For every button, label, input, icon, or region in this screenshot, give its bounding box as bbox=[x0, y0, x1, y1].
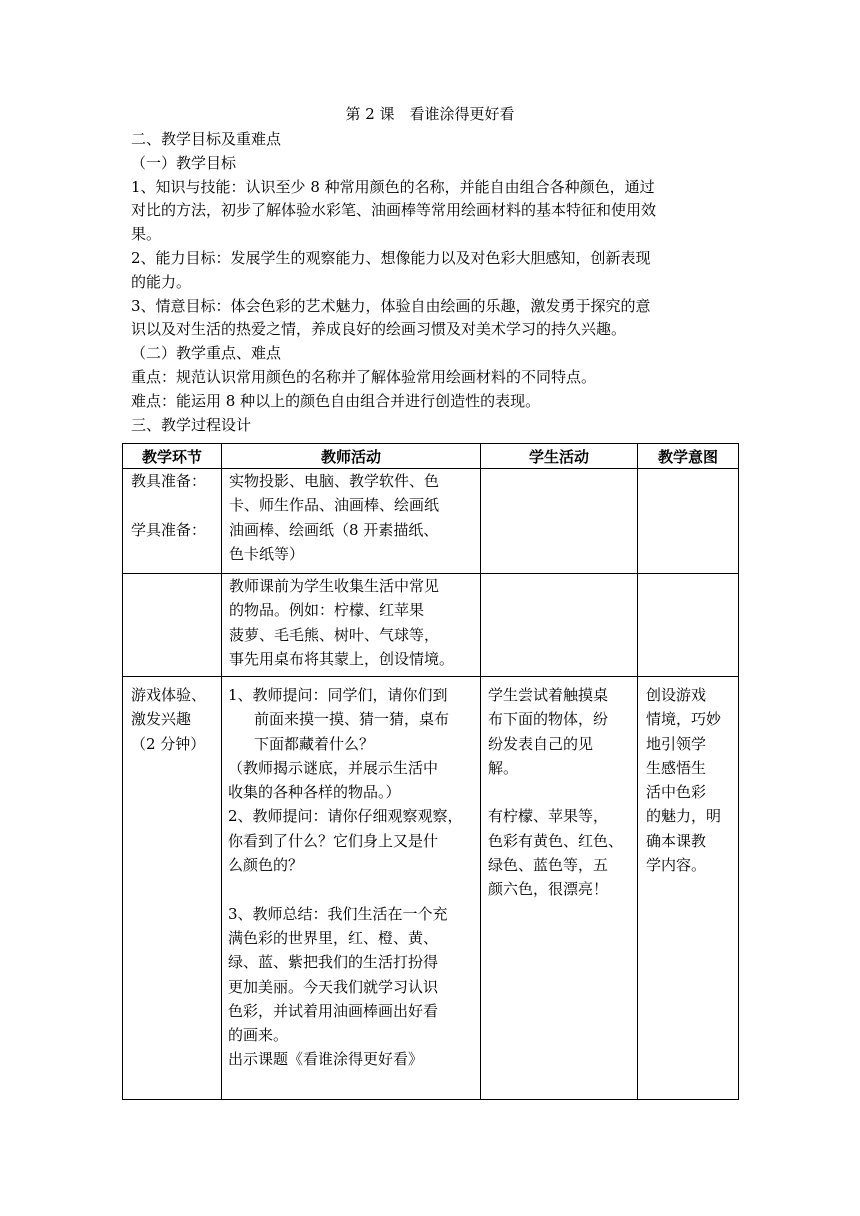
header-teacher-activity: 教师活动 bbox=[222, 444, 481, 469]
student-activity-cell bbox=[481, 677, 638, 1100]
stage-cell bbox=[123, 574, 222, 677]
header-intent: 教学意图 bbox=[638, 444, 739, 469]
text-line: （一）教学目标 bbox=[131, 153, 237, 172]
cell-line: 色彩有黄色、红色、 bbox=[488, 831, 624, 850]
cell-line: 的画来。 bbox=[228, 1026, 289, 1045]
text-line: 难点：能运用 8 种以上的颜色自由组合并进行创造性的表现。 bbox=[131, 391, 541, 410]
cell-line: 满色彩的世界里，红、橙、黄、 bbox=[228, 928, 439, 947]
cell-line: （教师揭示谜底，并展示生活中 bbox=[228, 758, 439, 777]
header-stage: 教学环节 bbox=[123, 444, 222, 469]
intent-cell bbox=[638, 677, 739, 1100]
cell-line: 绿、蓝、紫把我们的生活打扮得 bbox=[228, 953, 439, 972]
cell-line: 1、教师提问：同学们，请你们到 bbox=[228, 686, 448, 704]
cell-line: 收集的各种各样的物品。） bbox=[228, 783, 401, 802]
text-line: 2、能力目标：发展学生的观察能力、想像能力以及对色彩大胆感知，创新表现 bbox=[131, 248, 651, 267]
text-line: 二、教学目标及重难点 bbox=[131, 130, 282, 148]
header-student-activity: 学生活动 bbox=[481, 444, 638, 469]
cell-line: 确本课教 bbox=[646, 831, 707, 850]
cell-line: 教具准备： bbox=[131, 472, 207, 490]
cell-line: 前面来摸一摸、猜一猜，桌布 bbox=[254, 710, 450, 729]
intent-cell bbox=[638, 469, 739, 574]
text-line: 重点：规范认识常用颜色的名称并了解体验常用绘画材料的不同特点。 bbox=[131, 367, 597, 386]
cell-line: 色卡纸等） bbox=[229, 544, 305, 563]
student-activity-cell bbox=[481, 469, 638, 574]
text-line: 三、教学过程设计 bbox=[131, 415, 252, 434]
cell-line: 菠萝、毛毛熊、树叶、气球等， bbox=[229, 625, 440, 644]
cell-line: 活中色彩 bbox=[646, 783, 707, 802]
text-line: 3、情意目标：体会色彩的艺术魅力，体验自由绘画的乐趣，激发勇于探究的意 bbox=[131, 296, 651, 315]
cell-line: 颜六色，很漂亮！ bbox=[488, 880, 609, 899]
cell-line: 的物品。例如：柠檬、红苹果 bbox=[229, 601, 425, 620]
cell-line: 学具准备： bbox=[131, 520, 207, 539]
text-line: 1、知识与技能：认识至少 8 种常用颜色的名称，并能自由组合各种颜色，通过 bbox=[131, 177, 655, 196]
objectives-section bbox=[131, 128, 737, 437]
teacher-activity-cell bbox=[222, 574, 481, 677]
cell-line: 激发兴趣 bbox=[131, 710, 192, 729]
text-line: 对比的方法，初步了解体验水彩笔、油画棒等常用绘画材料的基本特征和使用效 bbox=[131, 201, 657, 220]
cell-line: 解。 bbox=[488, 758, 519, 777]
cell-line: 创设游戏 bbox=[646, 686, 707, 704]
cell-line: 纷发表自己的见 bbox=[488, 734, 594, 753]
teacher-activity-cell bbox=[222, 677, 481, 1100]
cell-line: 游戏体验、 bbox=[131, 686, 207, 704]
table-header-row bbox=[123, 444, 739, 469]
table-row bbox=[123, 574, 739, 677]
cell-line: 色彩，并试着用油画棒画出好看 bbox=[228, 1001, 439, 1020]
cell-line: 情境，巧妙 bbox=[646, 710, 722, 729]
student-activity-cell bbox=[481, 574, 638, 677]
lesson-title: 第 2 课 看谁涂得更好看 bbox=[345, 105, 515, 123]
text-line: （二）教学重点、难点 bbox=[131, 344, 282, 363]
cell-line: 的魅力，明 bbox=[646, 807, 722, 826]
cell-line: 实物投影、电脑、教学软件、色 bbox=[229, 472, 440, 490]
cell-line: 有柠檬、苹果等， bbox=[488, 807, 609, 826]
cell-line: 更加美丽。今天我们就学习认识 bbox=[228, 977, 439, 996]
cell-line: 学内容。 bbox=[646, 856, 707, 875]
cell-line: （2 分钟） bbox=[131, 734, 206, 753]
stage-cell bbox=[123, 469, 222, 574]
cell-line: 下面都藏着什么？ bbox=[254, 734, 375, 753]
cell-line: 事先用桌布将其蒙上，创设情境。 bbox=[229, 649, 455, 668]
cell-line: 布下面的物体，纷 bbox=[488, 710, 609, 729]
intent-cell bbox=[638, 574, 739, 677]
table-row bbox=[123, 677, 739, 1100]
cell-line: 油画棒、绘画纸（8 开素描纸、 bbox=[229, 520, 439, 539]
table-row bbox=[123, 469, 739, 574]
cell-line: 学生尝试着触摸桌 bbox=[488, 686, 609, 704]
text-line: 果。 bbox=[131, 225, 162, 244]
cell-line: 么颜色的？ bbox=[228, 856, 304, 875]
stage-cell bbox=[123, 677, 222, 1100]
cell-line: 地引领学 bbox=[646, 734, 707, 753]
cell-line: 出示课题《看谁涂得更好看》 bbox=[228, 1050, 424, 1069]
cell-line: 2、教师提问：请你仔细观察观察， bbox=[228, 807, 463, 826]
cell-line: 教师课前为学生收集生活中常见 bbox=[229, 577, 440, 595]
cell-line: 绿色、蓝色等，五 bbox=[488, 856, 609, 875]
text-line: 识以及对生活的热爱之情，养成良好的绘画习惯及对美术学习的持久兴趣。 bbox=[131, 320, 627, 339]
cell-line: 你看到了什么？它们身上又是什 bbox=[228, 831, 439, 850]
cell-line: 生感悟生 bbox=[646, 758, 707, 777]
teaching-process-table bbox=[122, 443, 739, 1100]
cell-line: 3、教师总结：我们生活在一个充 bbox=[228, 904, 448, 923]
teacher-activity-cell bbox=[222, 469, 481, 574]
text-line: 的能力。 bbox=[131, 272, 192, 291]
cell-line: 卡、师生作品、油画棒、绘画纸 bbox=[229, 496, 440, 515]
